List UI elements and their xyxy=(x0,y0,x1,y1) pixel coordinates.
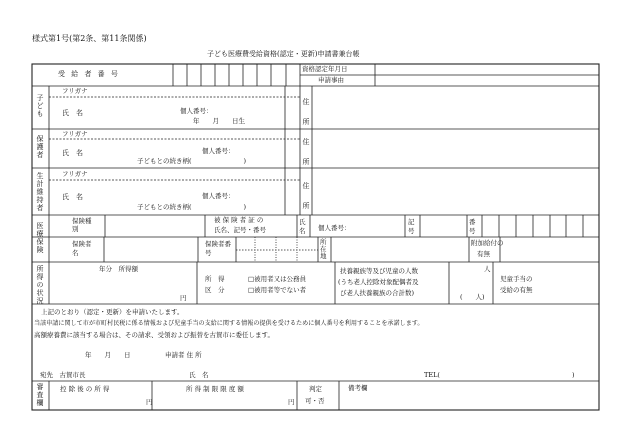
form-number: 様式第1号(第2条、第11条関係) xyxy=(32,34,147,43)
guardian-side-label: 保護者 xyxy=(36,135,44,159)
livelihood-name-label: 氏 名 xyxy=(62,193,83,201)
income-division-label-2: 区 分 xyxy=(205,286,225,294)
allowance-label-2: 受給の有無 xyxy=(500,286,533,294)
supplement-label: 附加給付の xyxy=(471,239,504,247)
insurance-type-label: 保険種別 xyxy=(72,217,92,233)
guardian-mynumber-label: 個人番号： xyxy=(202,147,235,155)
review-side-label: 審査欄 xyxy=(36,383,44,407)
non-employee-checkbox[interactable]: □被用者等でない者 xyxy=(248,286,307,294)
insured-mynumber-label: 個人番号： xyxy=(318,224,351,232)
deduction-label: 控 除 後 の 所 得 xyxy=(60,385,110,393)
limit-yen: 円 xyxy=(288,398,295,406)
application-date: 年 月 日 xyxy=(85,351,131,359)
livelihood-relation-field[interactable]: 子どもとの続き柄( ) xyxy=(137,203,247,211)
supplement-label-2: 有無 xyxy=(477,250,490,258)
guardian-relation-field[interactable]: 子どもとの続き柄( ) xyxy=(137,157,247,165)
declaration-line-2: 当該申請に関して市が市町村民税に係る情報および児童手当の支給に関する情報の提供を受けるために個人番号を利用することを承諾します。 xyxy=(34,320,424,327)
insurer-location-label: 所在地 xyxy=(320,238,327,260)
dependents-label-3: び老人扶養親族の合計数) xyxy=(340,289,415,297)
insurance-side-label: 医療保険 xyxy=(36,222,44,254)
guardian-name-label: 氏 名 xyxy=(62,149,83,157)
people-paren: ( 人) xyxy=(460,293,485,301)
applicant-address-label: 申請者 住 所 xyxy=(165,351,202,359)
livelihood-address-label: 住所 xyxy=(302,182,310,210)
employee-checkbox[interactable]: □被用者又は公務員 xyxy=(248,275,307,283)
insured-name-label: 氏名 xyxy=(299,218,306,235)
child-furigana-label: フリガナ xyxy=(62,87,88,95)
guardian-furigana-label: フリガナ xyxy=(62,130,88,138)
income-year-label: 年分 所得額 xyxy=(99,265,138,273)
child-side-label: 子ども xyxy=(36,94,44,118)
recipient-number-label: 受 給 者 番 号 xyxy=(58,70,120,78)
insured-symbol-label: 記号 xyxy=(408,218,415,235)
reason-label: 申請事由 xyxy=(318,76,344,84)
remarks-label: 備考欄 xyxy=(348,384,368,392)
people-unit: 人 xyxy=(484,265,491,273)
cert-date-label: 資格認定年月日 xyxy=(302,65,348,73)
dependents-label: 扶養親族等及び児童の人数 xyxy=(340,267,418,275)
child-address-label: 住所 xyxy=(302,98,310,126)
dependents-label-2: (うち老人控除対象配偶者及 xyxy=(338,278,419,286)
insured-card-label-2: 氏名、記号・番号 xyxy=(214,226,266,234)
insurer-number-label: 保険者番号 xyxy=(205,240,231,257)
child-birth-label: 年 月 日生 xyxy=(193,117,245,125)
judgment-options[interactable]: 可・否 xyxy=(305,397,325,405)
limit-label: 所 得 制 限 限 度 額 xyxy=(186,385,244,393)
insured-card-label: 被 保 険 者 証 の xyxy=(214,216,264,224)
livelihood-side-label: 生計維持者 xyxy=(36,172,44,212)
insured-number-label: 番号 xyxy=(469,218,476,235)
form-title: 子ども医療費受給資格(認定・更新)申請書兼台帳 xyxy=(207,50,360,58)
deduction-yen: 円 xyxy=(146,398,153,406)
judgment-label: 判定 xyxy=(309,385,322,393)
guardian-address-label: 住所 xyxy=(302,138,310,166)
income-yen-label: 円 xyxy=(180,294,187,302)
income-side-label: 所得の状況 xyxy=(36,265,44,305)
addressee-label: 宛先 古賀市長 xyxy=(40,371,86,379)
tel-label: TEL( xyxy=(424,371,440,379)
allowance-label: 児童手当の xyxy=(500,275,533,283)
insurer-name-label: 保険者名 xyxy=(72,240,92,257)
livelihood-mynumber-label: 個人番号： xyxy=(202,192,235,200)
tel-close: ) xyxy=(572,371,575,379)
income-division-label: 所 得 xyxy=(205,275,225,283)
declaration-line-3: 高額療養費に該当する場合は、その請求、受領および振替を古賀市に委任します。 xyxy=(34,331,274,339)
declaration-line-1: 上記のとおり（認定・更新）を申請いたします。 xyxy=(41,308,184,316)
livelihood-furigana-label: フリガナ xyxy=(62,170,88,178)
child-mynumber-label: 個人番号： xyxy=(180,107,213,115)
applicant-name-label: 氏 名 xyxy=(189,371,209,379)
child-name-label: 氏 名 xyxy=(62,109,83,117)
